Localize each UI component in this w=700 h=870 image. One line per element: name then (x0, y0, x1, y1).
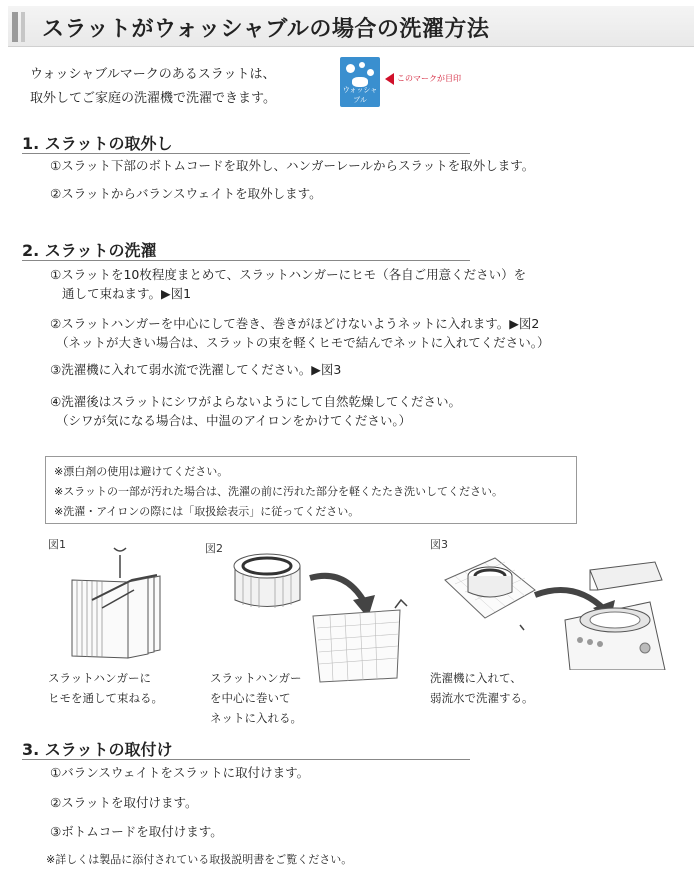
fig1-caption-line-1: スラットハンガーに (48, 671, 152, 685)
section1-step-2: ②スラットからバランスウェイトを取外します。 (50, 186, 322, 201)
fig2-caption (210, 668, 302, 728)
title-bar (8, 6, 694, 47)
intro-line-2: 取外してご家庭の洗濯機で洗濯できます。 (30, 91, 276, 106)
washable-mark-label: ウォッシャブル (342, 86, 378, 104)
section1-step-1: ①スラット下部のボトムコードを取外し、ハンガーレールからスラットを取外します。 (50, 158, 535, 173)
mark-note: このマークが目印 (397, 74, 461, 83)
section2-step-4a: ④洗濯後はスラットにシワがよらないようにして自然乾燥してください。 (50, 394, 461, 409)
section3-step-1: ①バランスウェイトをスラットに取付けます。 (50, 765, 310, 780)
section2-step-4b: （シワが気になる場合は、中温のアイロンをかけてください。） (56, 413, 412, 428)
note-2: ※スラットの一部が汚れた場合は、洗濯の前に汚れた部分を軽くたたき洗いしてください。 (54, 485, 503, 498)
section2-step-3: ③洗濯機に入れて弱水流で洗濯してください。▶図3 (50, 362, 342, 377)
title-accent-bar (12, 12, 18, 42)
fig3-label: 図3 (430, 538, 448, 551)
fig1-caption-line-2: ヒモを通して束ねる。 (48, 691, 163, 705)
section2-step-2a: ②スラットハンガーを中心にして巻き、巻きがほどけないようネットに入れます。▶図2 (50, 316, 540, 331)
intro-line-1: ウォッシャブルマークのあるスラットは、 (30, 67, 276, 82)
section2-step-1a: ①スラットを10枚程度まとめて、スラットハンガーにヒモ（各自ご用意ください）を (50, 267, 527, 282)
washable-mark-icon (340, 57, 380, 107)
fig2-caption-line-2: を中心に巻いて (210, 691, 291, 705)
fig1-slat-bundle-illustration (62, 540, 172, 665)
footer-note: ※詳しくは製品に添付されている取扱説明書をご覧ください。 (46, 853, 353, 866)
fig1-label: 図1 (48, 538, 66, 551)
fig2-roll-into-net-illustration (225, 548, 415, 683)
section2-step-2b: （ネットが大きい場合は、スラットの束を軽くヒモで結んでネットに入れてください。） (56, 335, 550, 350)
section1-heading: 1. スラットの取外し (22, 134, 173, 153)
section2-divider (22, 260, 470, 261)
fig2-caption-line-1: スラットハンガー (210, 671, 302, 685)
section3-divider (22, 759, 470, 760)
section2-step-1b: 通して束ねます。▶図1 (62, 286, 192, 301)
fig3-caption (430, 668, 534, 708)
title-accent-bar-light (21, 12, 25, 42)
page-title: スラットがウォッシャブルの場合の洗濯方法 (42, 17, 490, 42)
fig3-washing-machine-illustration (440, 540, 670, 670)
intro-text (30, 63, 276, 111)
section3-step-3: ③ボトムコードを取付けます。 (50, 824, 223, 839)
note-3: ※洗濯・アイロンの際には「取扱絵表示」に従ってください。 (54, 505, 360, 518)
fig3-caption-line-2: 弱流水で洗濯する。 (430, 691, 534, 705)
fig2-label: 図2 (205, 542, 223, 555)
fig1-caption (48, 668, 163, 708)
section3-heading: 3. スラットの取付け (22, 740, 173, 759)
section1-divider (22, 153, 470, 154)
section3-step-2: ②スラットを取付けます。 (50, 795, 198, 810)
note-1: ※漂白剤の使用は避けてください。 (54, 465, 229, 478)
pointer-arrow-icon (385, 73, 394, 85)
caution-box (45, 456, 577, 524)
fig2-caption-line-3: ネットに入れる。 (210, 711, 302, 725)
fig3-caption-line-1: 洗濯機に入れて、 (430, 671, 522, 685)
section2-heading: 2. スラットの洗濯 (22, 241, 157, 260)
